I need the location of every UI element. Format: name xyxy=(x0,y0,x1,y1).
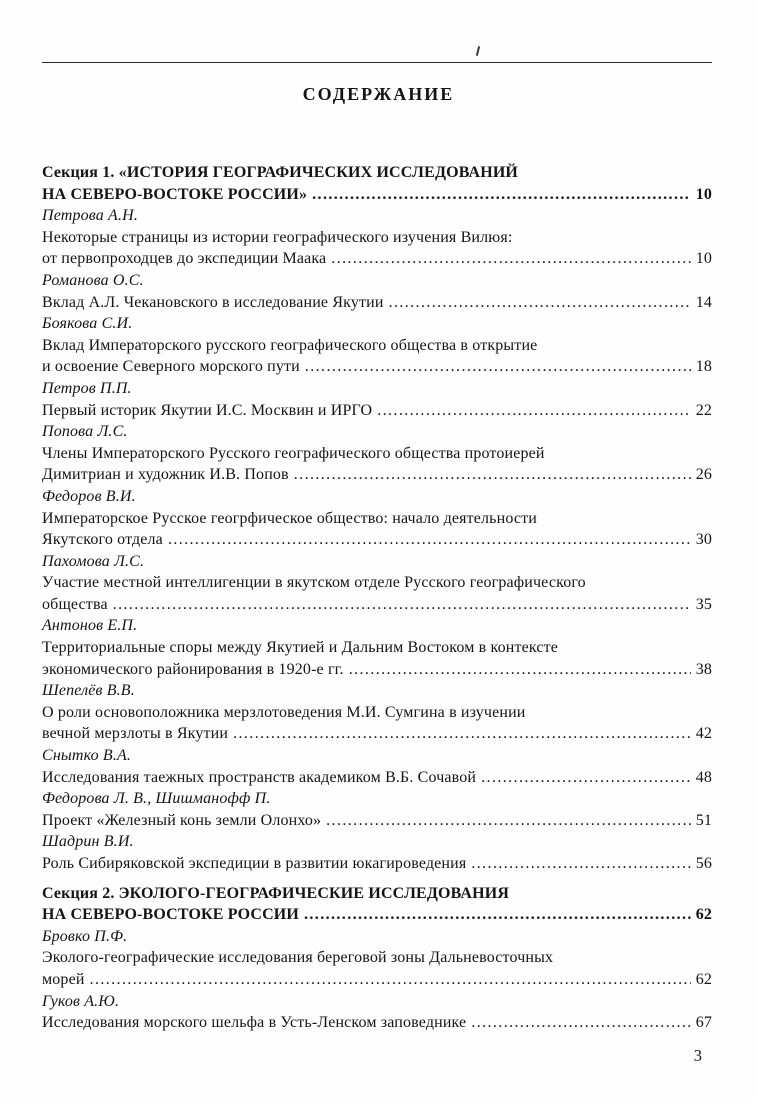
entry-author: Шепелёв В.В. xyxy=(42,682,135,700)
page-ref: 56 xyxy=(695,855,712,872)
entry-title-line: Территориальные споры между Якутией и Дальним Востоком в контексте xyxy=(42,639,559,657)
entry-author: Бровко П.Ф. xyxy=(42,927,128,945)
dot-leader xyxy=(349,659,691,681)
dot-leader xyxy=(331,248,691,270)
page-ref: 48 xyxy=(695,768,712,786)
toc-leader-row xyxy=(42,292,712,314)
toc-leader-row xyxy=(42,464,712,486)
entry-author: Гуков А.Ю. xyxy=(42,992,120,1010)
toc-entry xyxy=(42,926,712,991)
dot-leader xyxy=(90,969,691,991)
toc-section xyxy=(42,883,712,926)
dot-leader xyxy=(304,904,691,926)
entry-title-text: Димитриан и художник И.В. Попов xyxy=(42,466,289,484)
dot-leader xyxy=(168,529,691,551)
entry-title-line: Императорское Русское геогрфическое общество: начало деятельности xyxy=(42,509,537,527)
entry-author: Федоров В.И. xyxy=(42,487,136,505)
toc-entry xyxy=(42,421,712,486)
dot-leader xyxy=(389,292,691,314)
page-number: 3 xyxy=(693,1046,702,1065)
entry-author: Пахомова Л.С. xyxy=(42,552,145,570)
page-ref: 67 xyxy=(695,1014,712,1032)
toc-list xyxy=(42,162,712,1034)
entry-author: Федорова Л. В., Шишманофф П. xyxy=(42,790,271,808)
dot-leader xyxy=(305,356,691,378)
toc-entry xyxy=(42,486,712,551)
toc-entry xyxy=(42,205,712,270)
entry-author: Петрова А.Н. xyxy=(42,207,138,225)
entry-title-text: от первопроходцев до экспедиции Маака xyxy=(42,250,327,268)
entry-title-text: Проект «Железный конь земли Олонхо» xyxy=(42,811,322,829)
page-ref: 10 xyxy=(695,250,712,268)
entry-title-line: Участие местной интеллигенции в якутском отделе Русского географического xyxy=(42,574,586,592)
entry-title-line: Члены Императорского Русского географического общества протоиерей xyxy=(42,444,545,462)
toc-entry xyxy=(42,788,712,831)
entry-author: Снытко В.А. xyxy=(42,747,132,765)
entry-author: Антонов Е.П. xyxy=(42,617,138,635)
toc-leader-row xyxy=(42,723,712,745)
entry-author: Шадрин В.И. xyxy=(42,833,134,851)
toc-leader-row xyxy=(42,248,712,270)
entry-title-line: О роли основоположника мерзлотоведения М.И. Сумгина в изучении xyxy=(42,703,526,721)
entry-title-line: Секция 2. ЭКОЛОГО-ГЕОГРАФИЧЕСКИЕ ИССЛЕДОВАНИЯ xyxy=(42,884,510,902)
dot-leader xyxy=(471,1012,691,1034)
page-title: СОДЕРЖАНИЕ xyxy=(302,84,455,104)
toc-entry xyxy=(42,313,712,378)
toc-leader-row xyxy=(42,356,712,378)
page-ref: 38 xyxy=(695,660,712,678)
entry-title-text: общества xyxy=(42,595,108,613)
entry-title-text: Якутского отдела xyxy=(42,531,163,549)
entry-title-text: НА СЕВЕРО-ВОСТОКЕ РОССИИ» xyxy=(42,185,308,203)
dot-leader xyxy=(326,810,691,832)
entry-title-text: Роль Сибиряковской экспедиции в развитии юкагироведения xyxy=(42,855,467,872)
scan-artifact xyxy=(476,46,480,56)
dot-leader xyxy=(377,400,691,422)
toc-leader-row xyxy=(42,184,712,206)
page-ref: 62 xyxy=(695,906,712,924)
entry-title-text: Первый историк Якутии И.С. Москвин и ИРГО xyxy=(42,401,373,419)
toc-leader-row xyxy=(42,1012,712,1034)
toc-leader-row xyxy=(42,400,712,422)
page-ref: 35 xyxy=(695,595,712,613)
entry-title-line: Секция 1. «ИСТОРИЯ ГЕОГРАФИЧЕСКИХ ИССЛЕДОВАНИЙ xyxy=(42,164,519,181)
entry-title-line: Вклад Императорского русского географического общества в открытие xyxy=(42,336,538,354)
entry-author: Попова Л.С. xyxy=(42,423,128,441)
toc-leader-row xyxy=(42,594,712,616)
entry-author: Боякова С.И. xyxy=(42,315,133,333)
toc-leader-row xyxy=(42,767,712,789)
toc-section xyxy=(42,162,712,205)
entry-title-text: Исследования таежных пространств академиком В.Б. Сочавой xyxy=(42,768,477,786)
page-ref: 42 xyxy=(695,725,712,743)
entry-author: Петров П.П. xyxy=(42,379,132,397)
dot-leader xyxy=(312,184,691,206)
entry-title-text: Вклад А.Л. Чекановского в исследование Якутии xyxy=(42,293,384,311)
toc-entry xyxy=(42,745,712,788)
toc-entry xyxy=(42,680,712,745)
toc-entry xyxy=(42,991,712,1034)
dot-leader xyxy=(294,464,691,486)
entry-title-text: вечной мерзлоты в Якутии xyxy=(42,725,229,743)
entry-title-line: Некоторые страницы из истории географического изучения Вилюя: xyxy=(42,228,513,246)
page-ref: 14 xyxy=(695,293,712,311)
toc-leader-row xyxy=(42,529,712,551)
toc-entry xyxy=(42,378,712,421)
entry-title-text: НА СЕВЕРО-ВОСТОКЕ РОССИИ xyxy=(42,906,299,924)
toc-entry xyxy=(42,831,712,874)
entry-title-text: морей xyxy=(42,970,85,988)
dot-leader xyxy=(481,767,691,789)
toc-leader-row xyxy=(42,969,712,991)
page-ref: 62 xyxy=(695,970,712,988)
entry-title-line: Эколого-географические исследования береговой зоны Дальневосточных xyxy=(42,949,554,967)
toc-entry xyxy=(42,270,712,313)
dot-leader xyxy=(233,723,691,745)
page-ref: 18 xyxy=(695,358,712,376)
entry-title-text: экономического районирования в 1920-е гг. xyxy=(42,660,344,678)
page-ref: 26 xyxy=(695,466,712,484)
dot-leader xyxy=(471,853,691,875)
page-ref: 51 xyxy=(695,811,712,829)
toc-entry xyxy=(42,551,712,616)
page-ref: 10 xyxy=(695,185,712,203)
toc-leader-row xyxy=(42,904,712,926)
toc-leader-row xyxy=(42,659,712,681)
page-ref: 22 xyxy=(695,401,712,419)
header-rule xyxy=(42,62,712,63)
dot-leader xyxy=(113,594,691,616)
toc-entry xyxy=(42,615,712,680)
page-ref: 30 xyxy=(695,531,712,549)
entry-title-text: Исследования морского шельфа в Усть-Ленском заповеднике xyxy=(42,1014,467,1032)
entry-author: Романова О.С. xyxy=(42,271,144,289)
toc-leader-row xyxy=(42,810,712,832)
toc-leader-row xyxy=(42,853,712,875)
entry-title-text: и освоение Северного морского пути xyxy=(42,358,300,376)
